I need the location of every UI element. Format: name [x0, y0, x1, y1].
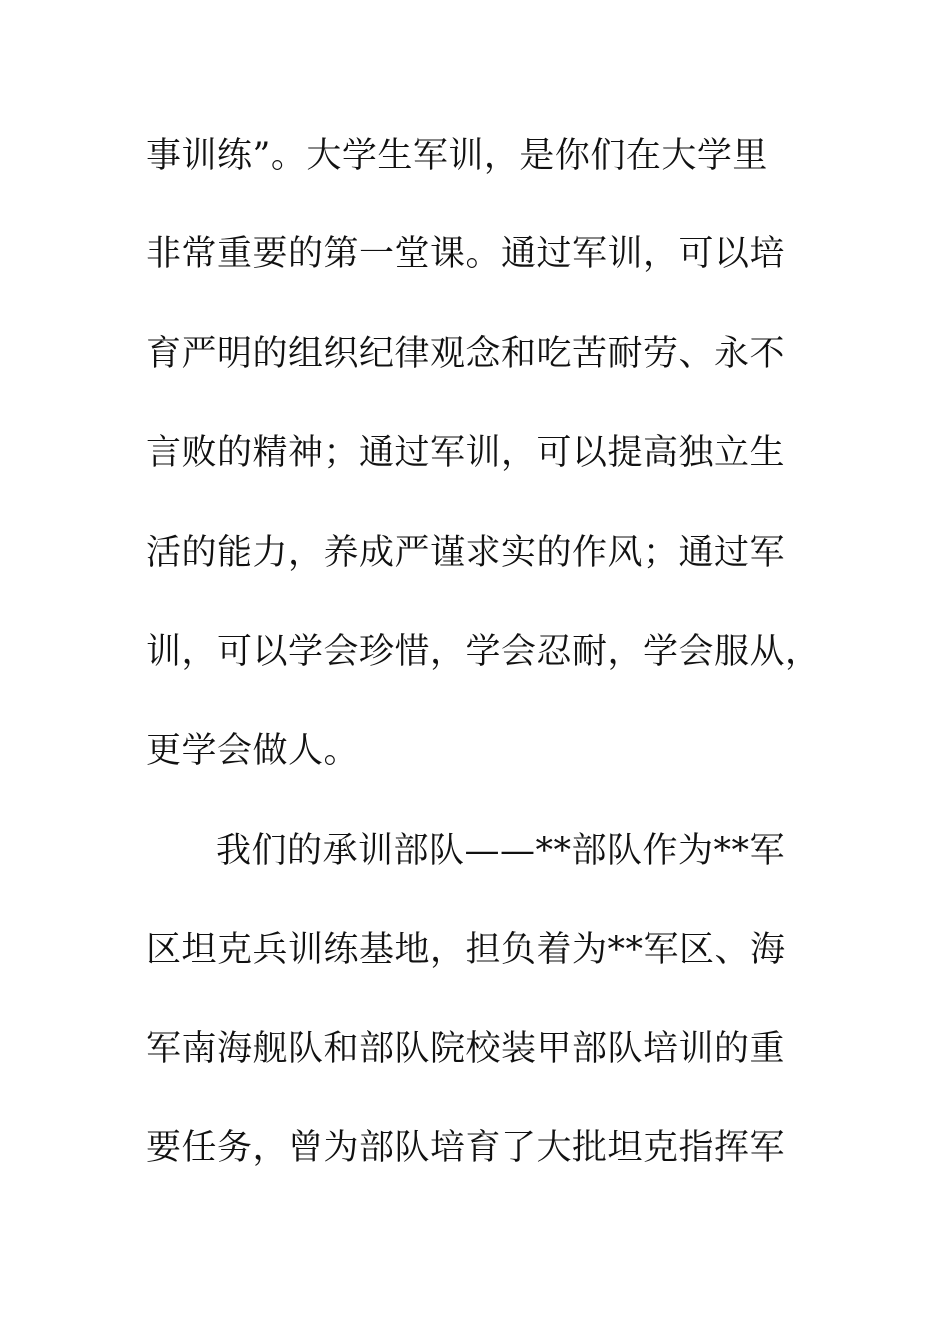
text-line: 要任务，曾为部队培育了大批坦克指挥军	[146, 1128, 786, 1168]
paragraph-start-line: 我们的承训部队——**部队作为**军	[216, 831, 786, 871]
text-line: 训，可以学会珍惜，学会忍耐，学会服从，	[146, 632, 821, 672]
text-line: 育严明的组织纪律观念和吃苦耐劳、永不	[146, 334, 786, 374]
text-line: 军南海舰队和部队院校装甲部队培训的重	[146, 1029, 786, 1069]
text-line: 区坦克兵训练基地，担负着为**军区、海	[146, 930, 786, 970]
text-line: 更学会做人。	[146, 731, 360, 771]
text-line: 言败的精神；通过军训，可以提高独立生	[146, 433, 786, 473]
text-line: 非常重要的第一堂课。通过军训，可以培	[146, 234, 786, 274]
text-line: 事训练”。大学生军训，是你们在大学里	[146, 136, 768, 176]
text-line: 活的能力，养成严谨求实的作风；通过军	[146, 533, 786, 573]
